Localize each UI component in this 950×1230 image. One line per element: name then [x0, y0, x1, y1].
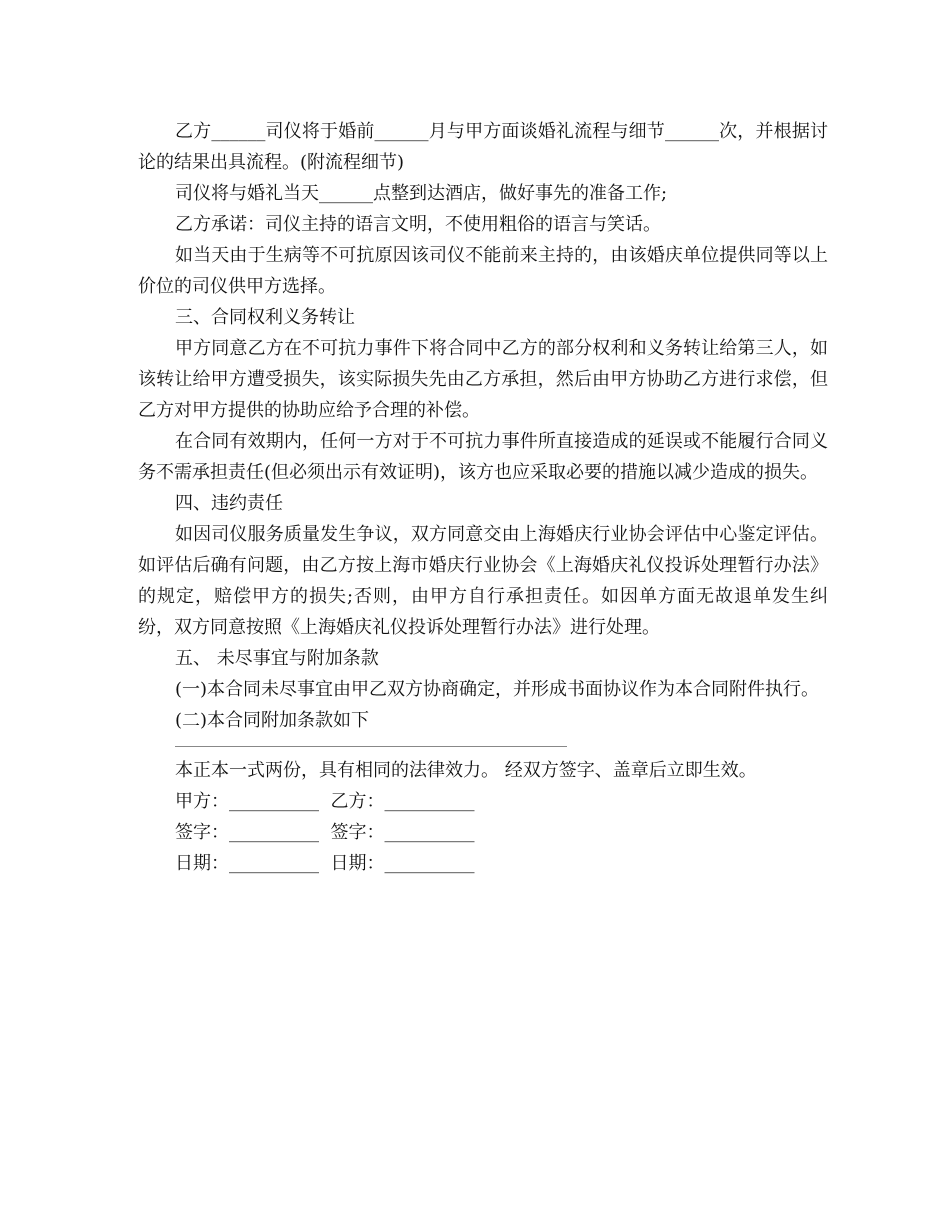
signature-row-party: 甲方：__________ 乙方：__________: [175, 791, 475, 812]
section-heading-liability: 四、违约责任: [175, 493, 283, 514]
paragraph-substitute: 如当天由于生病等不可抗原因该司仪不能前来主持的，由该婚庆单位提供同等以上价位的司仪供甲方选择。: [138, 245, 828, 297]
paragraph-force-majeure: 在合同有效期内，任何一方对于不可抗力事件所直接造成的延误或不能履行合同义务不需承担责任(但必须出示有效证明)，该方也应采取必要的措施以减少造成的损失。: [138, 431, 828, 483]
paragraph-arrival: 司仪将与婚礼当天______点整到达酒店，做好事先的准备工作;: [175, 183, 668, 204]
paragraph-supplementary-2: (二)本合同附加条款如下: [175, 710, 370, 731]
paragraph-promise: 乙方承诺：司仪主持的语言文明，不使用粗俗的语言与笑话。: [175, 214, 661, 235]
paragraph-transfer: 甲方同意乙方在不可抗力事件下将合同中乙方的部分权利和义务转让给第三人，如该转让给甲方遭受损失，该实际损失先由乙方承担，然后由甲方协助乙方进行求偿，但乙方对甲方提供的协助应给予合理的补偿。: [138, 338, 828, 421]
paragraph-preparation: 乙方______司仪将于婚前______月与甲方面谈婚礼流程与细节______次，并根据讨论的结果出具流程。(附流程细节): [138, 121, 828, 173]
effect-statement: 本正本一式两份，具有相同的法律效力。 经双方签字、盖章后立即生效。: [175, 760, 757, 781]
document-body: [138, 116, 828, 879]
signature-row-date: 日期：__________ 日期：__________: [175, 853, 475, 874]
blank-line-divider: [175, 746, 567, 747]
signature-row-sign: 签字：__________ 签字：__________: [175, 822, 475, 843]
paragraph-liability: 如因司仪服务质量发生争议，双方同意交由上海婚庆行业协会评估中心鉴定评估。如评估后确有问题，由乙方按上海市婚庆行业协会《上海婚庆礼仪投诉处理暂行办法》的规定，赔偿甲方的损失;否则，由甲方自行承担责任。如因单方面无故退单发生纠纷，双方同意按照《上海婚庆礼仪投诉处理暂行办法》进行处理。: [138, 524, 828, 638]
section-heading-transfer: 三、合同权利义务转让: [175, 307, 355, 328]
paragraph-supplementary-1: (一)本合同未尽事宜由甲乙双方协商确定，并形成书面协议作为本合同附件执行。: [175, 679, 820, 700]
section-heading-supplementary: 五、 未尽事宜与附加条款: [175, 648, 379, 669]
